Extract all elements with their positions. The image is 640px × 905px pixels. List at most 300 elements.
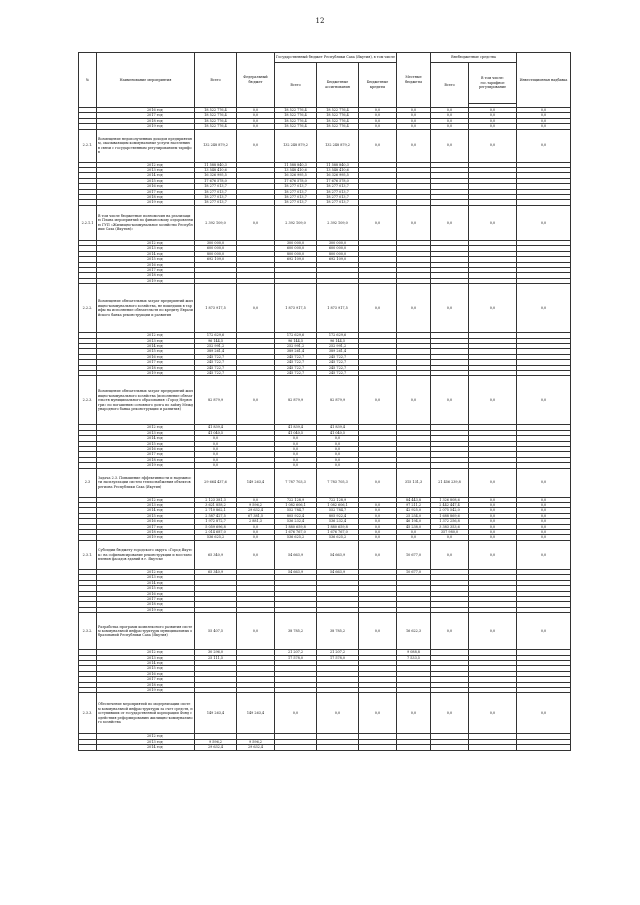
value-cell: 16 326 995,5: [317, 173, 359, 178]
row-number: 2.3.2.: [79, 613, 97, 650]
row-name: 2019 год: [97, 370, 195, 375]
value-cell: 0,0: [359, 513, 397, 518]
value-cell: 149 263,4: [195, 693, 237, 734]
value-cell: 0,0: [359, 693, 397, 734]
value-cell: 0,0: [517, 129, 571, 162]
row-name: 2013 год: [97, 430, 195, 435]
value-cell: 0,0: [517, 513, 571, 518]
value-cell: 46 194,0: [397, 519, 431, 524]
value-cell: 1 880 659,8: [317, 524, 359, 529]
value-cell: 82 879,9: [317, 376, 359, 425]
value-cell: 1 372 256,8: [431, 519, 469, 524]
value-cell: 2 392 109,0: [195, 205, 237, 240]
value-cell: 97 211,2: [397, 503, 431, 508]
value-cell: 18 277 013,7: [317, 195, 359, 200]
value-cell: 722 128,9: [275, 497, 317, 502]
value-cell: 132 248 879,2: [275, 129, 317, 162]
row-name: 2018 год: [97, 273, 195, 278]
row-name: 2017 год: [97, 596, 195, 601]
value-cell: [317, 745, 359, 750]
value-cell: 17 676 578,0: [195, 178, 237, 183]
value-cell: 0,0: [517, 508, 571, 513]
value-cell: 552 784,7: [317, 508, 359, 513]
header-name: Наименование мероприятия: [97, 53, 195, 108]
value-cell: 96 144,5: [195, 338, 237, 343]
value-cell: 389 261,4: [317, 349, 359, 354]
value-cell: 30 296,0: [195, 650, 237, 655]
value-cell: 0,0: [469, 468, 517, 497]
value-cell: 18 277 013,7: [275, 200, 317, 205]
row-name: Обеспечение мероприятий по модернизации систем коммунальной инфраструктуры за счет средств, поступивших от государственной корпорации Фонд содействия реформированию жилищно-коммунального хозяйства: [97, 693, 195, 734]
value-cell: 9 596,2: [237, 503, 275, 508]
row-name: 2019 год: [97, 200, 195, 205]
value-cell: 0,0: [397, 205, 431, 240]
value-cell: 0,0: [275, 693, 317, 734]
value-cell: 536 625,2: [275, 535, 317, 540]
value-cell: 315 131,3: [397, 468, 431, 497]
value-cell: 245 722,7: [275, 354, 317, 359]
value-cell: 389 261,4: [195, 349, 237, 354]
value-cell: 0,0: [469, 519, 517, 524]
value-cell: 96 144,5: [275, 338, 317, 343]
value-cell: 0,0: [359, 118, 397, 123]
value-cell: 0,0: [237, 113, 275, 118]
value-cell: 55 407,5: [195, 613, 237, 650]
value-cell: 0,0: [275, 463, 317, 468]
value-cell: 18 277 013,7: [195, 200, 237, 205]
value-cell: 18 277 013,7: [275, 189, 317, 194]
value-cell: 18 522 776,4: [195, 113, 237, 118]
value-cell: 300 000,0: [275, 240, 317, 245]
row-name: 2015 год: [97, 178, 195, 183]
value-cell: 2 392 109,0: [275, 205, 317, 240]
row-name: 2017 год: [97, 267, 195, 272]
value-cell: 0,0: [195, 463, 237, 468]
row-name: 2018 год: [97, 530, 195, 535]
value-cell: 0,0: [397, 535, 431, 540]
row-name: Возмещение обязательных затрат предприятий жилищно-коммунального хозяйства (исполнение обязательств муниципального образования «Город Нерюнгри» по погашению основного долга по займу Международного банка реконструкции и развития): [97, 376, 195, 425]
value-cell: 67 381,5: [237, 513, 275, 518]
row-name: 2012 год: [97, 240, 195, 245]
value-cell: 172 629,6: [275, 333, 317, 338]
page-number: 12: [315, 17, 325, 25]
value-cell: 0,0: [517, 530, 571, 535]
section-row: [79, 376, 571, 425]
header-federal: Федеральный бюджет: [237, 53, 275, 108]
value-cell: 0,0: [469, 503, 517, 508]
value-cell: 0,0: [359, 503, 397, 508]
value-cell: 0,0: [359, 108, 397, 113]
value-cell: 357 980,0: [431, 530, 469, 535]
value-cell: 18 522 776,4: [275, 113, 317, 118]
value-cell: 0,0: [359, 508, 397, 513]
value-cell: 149 263,4: [237, 468, 275, 497]
value-cell: 0,0: [317, 693, 359, 734]
value-cell: 0,0: [517, 613, 571, 650]
value-cell: 0,0: [359, 530, 397, 535]
budget-table: [78, 52, 571, 751]
value-cell: 65 340,9: [195, 540, 237, 569]
value-cell: 96 144,5: [317, 338, 359, 343]
value-cell: 16 326 995,5: [275, 173, 317, 178]
value-cell: 13 548 410,6: [317, 168, 359, 173]
value-cell: 2 014 687,0: [195, 530, 237, 535]
value-cell: 172 629,6: [195, 333, 237, 338]
table-header: [79, 53, 571, 108]
value-cell: 0,0: [397, 284, 431, 333]
row-name: 2014 год: [97, 508, 195, 513]
value-cell: 800 000,0: [317, 251, 359, 256]
value-cell: 2 587 427,5: [195, 513, 237, 518]
value-cell: 0,0: [359, 613, 397, 650]
section-row: [79, 613, 571, 650]
value-cell: 18 277 013,7: [275, 184, 317, 189]
row-name: 2018 год: [97, 365, 195, 370]
header-state-total: Всего: [275, 62, 317, 107]
value-cell: 1 082 606,1: [317, 503, 359, 508]
value-cell: 252 991,2: [275, 343, 317, 348]
row-name: 2017 год: [97, 524, 195, 529]
value-cell: [359, 745, 397, 750]
value-cell: 18 277 013,7: [317, 200, 359, 205]
value-cell: 9 088,8: [397, 650, 431, 655]
value-cell: 245 722,7: [275, 370, 317, 375]
value-cell: 38 785,2: [317, 613, 359, 650]
value-cell: 692 109,0: [275, 257, 317, 262]
value-cell: 0,0: [431, 693, 469, 734]
section-row: [79, 693, 571, 734]
value-cell: 0,0: [359, 113, 397, 118]
value-cell: 0,0: [469, 513, 517, 518]
value-cell: 42 925,0: [397, 508, 431, 513]
row-number: 2.3.1.: [79, 540, 97, 569]
value-cell: 800 000,0: [275, 251, 317, 256]
row-name: 2016 год: [97, 184, 195, 189]
value-cell: 2 442 447,4: [431, 503, 469, 508]
value-cell: 17 676 578,0: [275, 178, 317, 183]
row-name: 2014 год: [97, 251, 195, 256]
value-cell: 29 664 437,6: [195, 468, 237, 497]
value-cell: 1 880 659,8: [275, 524, 317, 529]
value-cell: 41 040,5: [195, 430, 237, 435]
value-cell: 0,0: [517, 118, 571, 123]
value-cell: 252 991,2: [195, 343, 237, 348]
row-name: 2015 год: [97, 257, 195, 262]
row-name: 2012 год: [97, 650, 195, 655]
row-number: 2.2.2.: [79, 284, 97, 333]
value-cell: 17 676 578,0: [317, 178, 359, 183]
value-cell: 0,0: [469, 540, 517, 569]
value-cell: 18 522 776,4: [275, 118, 317, 123]
value-cell: 0,0: [275, 436, 317, 441]
value-cell: 29 632,4: [237, 508, 275, 513]
value-cell: 0,0: [469, 129, 517, 162]
row-name: 2012 год: [97, 162, 195, 167]
value-cell: 2 123 381,3: [195, 497, 237, 502]
value-cell: 245 722,7: [317, 365, 359, 370]
row-name: 2012 год: [97, 333, 195, 338]
value-cell: 10 677,0: [397, 540, 431, 569]
value-cell: 0,0: [195, 457, 237, 462]
section-row: [79, 205, 571, 240]
header-state-cr: Бюджетные кредиты: [359, 62, 397, 107]
value-cell: 0,0: [359, 524, 397, 529]
row-name: 2015 год: [97, 513, 195, 518]
row-name: 2015 год: [97, 349, 195, 354]
value-cell: 1 082 606,1: [275, 503, 317, 508]
row-name: 2013 год: [97, 168, 195, 173]
value-cell: 0,0: [431, 113, 469, 118]
value-cell: 13 548 410,6: [275, 168, 317, 173]
section-row: [79, 284, 571, 333]
value-cell: 0,0: [237, 524, 275, 529]
value-cell: 0,0: [397, 118, 431, 123]
row-name: 2016 год: [97, 447, 195, 452]
value-cell: 0,0: [517, 108, 571, 113]
value-cell: 1 873 917,5: [317, 284, 359, 333]
value-cell: 0,0: [317, 457, 359, 462]
value-cell: 245 722,7: [195, 365, 237, 370]
value-cell: 245 722,7: [195, 360, 237, 365]
value-cell: 0,0: [317, 447, 359, 452]
value-cell: 0,0: [517, 540, 571, 569]
header-total: Всего: [195, 53, 237, 108]
value-cell: 82 879,9: [275, 376, 317, 425]
value-cell: 0,0: [317, 436, 359, 441]
value-cell: 7 787 703,3: [275, 468, 317, 497]
header-state: Государственный бюджет Республики Саха (Якутия), в том числе: [275, 53, 397, 63]
value-cell: 0,0: [469, 124, 517, 129]
value-cell: 7 533,5: [397, 655, 431, 660]
value-cell: 41 839,4: [275, 425, 317, 430]
row-name: 2017 год: [97, 189, 195, 194]
value-cell: 245 722,7: [195, 354, 237, 359]
row-name: 2013 год: [97, 338, 195, 343]
value-cell: 0,0: [517, 376, 571, 425]
value-cell: 21 207,2: [317, 650, 359, 655]
row-name: 2018 год: [97, 682, 195, 687]
value-cell: 552 784,7: [275, 508, 317, 513]
value-cell: 0,0: [469, 508, 517, 513]
value-cell: 18 277 013,7: [195, 195, 237, 200]
row-name: 2014 год: [97, 173, 195, 178]
value-cell: 245 722,7: [317, 360, 359, 365]
value-cell: 13 548 410,6: [195, 168, 237, 173]
value-cell: 1 972 872,7: [195, 519, 237, 524]
row-name: 2018 год: [97, 602, 195, 607]
row-number: 2.3.3.: [79, 693, 97, 734]
value-cell: 0,0: [517, 124, 571, 129]
value-cell: 0,0: [469, 118, 517, 123]
value-cell: 17 578,0: [275, 655, 317, 660]
value-cell: 2 392 109,0: [317, 205, 359, 240]
header-state-inv: Бюджетные ассигнования: [317, 62, 359, 107]
value-cell: 0,0: [397, 108, 431, 113]
row-number: 2.2.1.1: [79, 205, 97, 240]
value-cell: 1 873 917,5: [275, 284, 317, 333]
header-extra: Внебюджетные средства: [431, 53, 517, 63]
value-cell: 41 040,5: [275, 430, 317, 435]
value-cell: 0,0: [397, 129, 431, 162]
value-cell: 0,0: [237, 497, 275, 502]
section-row: [79, 540, 571, 569]
value-cell: 0,0: [359, 376, 397, 425]
value-cell: 18 522 776,4: [317, 113, 359, 118]
row-name: 2016 год: [97, 108, 195, 113]
row-name: Субсидии бюджету городского округа «Город Якутск» на софинансирование реконструкции и восстановления фасадов зданий в г. Якутске: [97, 540, 195, 569]
value-cell: 11 588 840,3: [195, 162, 237, 167]
value-cell: 536 625,2: [317, 535, 359, 540]
row-name: 2019 год: [97, 278, 195, 283]
value-cell: 0,0: [275, 447, 317, 452]
row-name: Возмещение обязательных затрат предприятий жилищно-коммунального хозяйства, не вошедших в тарифы на исполнение обязательств по кредиту Евразийского банка реконструкции и развития: [97, 284, 195, 333]
value-cell: 0,0: [359, 205, 397, 240]
value-cell: 0,0: [195, 452, 237, 457]
value-cell: 245 722,7: [195, 370, 237, 375]
row-name: 2017 год: [97, 360, 195, 365]
value-cell: 54 663,9: [317, 569, 359, 574]
header-num: №: [79, 53, 97, 108]
row-name: 2012 год: [97, 425, 195, 430]
row-name: 2018 год: [97, 195, 195, 200]
value-cell: 18 522 776,4: [195, 124, 237, 129]
value-cell: 18 277 013,7: [195, 184, 237, 189]
row-name: 2018 год: [97, 457, 195, 462]
value-cell: 600 000,0: [317, 246, 359, 251]
row-number: 2.2.1.: [79, 129, 97, 162]
value-cell: 0,0: [275, 441, 317, 446]
row-name: 2012 год: [97, 569, 195, 574]
row-number: 2.2.3.: [79, 376, 97, 425]
value-cell: 172 629,6: [317, 333, 359, 338]
value-cell: 0,0: [517, 205, 571, 240]
value-cell: 0,0: [275, 452, 317, 457]
row-name: 2015 год: [97, 586, 195, 591]
value-cell: 0,0: [469, 108, 517, 113]
value-cell: 805 922,4: [317, 513, 359, 518]
value-cell: 0,0: [469, 376, 517, 425]
value-cell: 805 922,4: [275, 513, 317, 518]
value-cell: 0,0: [237, 108, 275, 113]
value-cell: 18 277 013,7: [195, 189, 237, 194]
value-cell: 0,0: [237, 124, 275, 129]
value-cell: 0,0: [431, 284, 469, 333]
header-local: Местные бюджеты: [397, 53, 431, 108]
value-cell: 54 663,9: [275, 569, 317, 574]
value-cell: 1 873 917,5: [195, 284, 237, 333]
value-cell: 7 783 705,3: [317, 468, 359, 497]
value-cell: 245 722,7: [275, 360, 317, 365]
value-cell: 692 109,0: [195, 257, 237, 262]
row-name: 2016 год: [97, 519, 195, 524]
row-number: 2.3: [79, 468, 97, 497]
value-cell: 0,0: [469, 524, 517, 529]
value-cell: 536 232,4: [275, 519, 317, 524]
row-name: 2014 год: [97, 745, 195, 750]
value-cell: 0,0: [317, 463, 359, 468]
row-name: 2013 год: [97, 575, 195, 580]
value-cell: 18 522 776,4: [195, 108, 237, 113]
value-cell: 18 522 776,4: [317, 118, 359, 123]
value-cell: 82 879,9: [195, 376, 237, 425]
value-cell: 132 248 879,2: [317, 129, 359, 162]
value-cell: 0,0: [431, 108, 469, 113]
value-cell: 1 676 767,0: [317, 530, 359, 535]
row-name: 2014 год: [97, 660, 195, 665]
value-cell: 54 663,9: [275, 540, 317, 569]
value-cell: 45 238,0: [397, 524, 431, 529]
row-name: 2015 год: [97, 441, 195, 446]
value-cell: 0,0: [431, 613, 469, 650]
value-cell: 18 522 776,4: [317, 124, 359, 129]
value-cell: 9 596,2: [195, 739, 237, 744]
row-number: [79, 745, 97, 750]
value-cell: 0,0: [237, 284, 275, 333]
value-cell: 0,0: [469, 613, 517, 650]
value-cell: 600 000,0: [195, 246, 237, 251]
value-cell: 0,0: [195, 436, 237, 441]
header-extra-sub: В том числе: гос.тарифное регулирование: [469, 62, 517, 103]
value-cell: 0,0: [431, 129, 469, 162]
value-cell: 5 059 696,8: [195, 524, 237, 529]
row-name: Задача 2.3. Повышение эффективности и надежности эксплуатации систем теплоснабжения объектов региона Республики Саха (Якутия): [97, 468, 195, 497]
value-cell: 1 688 869,6: [431, 513, 469, 518]
value-cell: 0,0: [275, 457, 317, 462]
row-name: 2019 год: [97, 687, 195, 692]
value-cell: 29 632,4: [237, 745, 275, 750]
value-cell: 11 588 840,3: [275, 162, 317, 167]
value-cell: 600 000,0: [275, 246, 317, 251]
value-cell: 18 277 013,7: [275, 195, 317, 200]
row-name: 2014 год: [97, 343, 195, 348]
value-cell: 41 839,4: [195, 425, 237, 430]
value-cell: 245 722,7: [317, 370, 359, 375]
value-cell: 2 710 862,1: [195, 508, 237, 513]
value-cell: 0,0: [317, 441, 359, 446]
row-name: 2016 год: [97, 591, 195, 596]
value-cell: 300 000,0: [195, 240, 237, 245]
value-cell: 0,0: [237, 205, 275, 240]
row-name: 2018 год: [97, 118, 195, 123]
header-invest: Инвестиционная надбавка: [517, 53, 571, 108]
value-cell: 0,0: [469, 535, 517, 540]
value-cell: 0,0: [195, 447, 237, 452]
value-cell: 692 109,0: [317, 257, 359, 262]
value-cell: [431, 745, 469, 750]
value-cell: 0,0: [431, 124, 469, 129]
row-name: Возмещение недополученных доходов предприятиям, оказывающим коммунальные услуги населению в связи с государственным регулированием тарифов: [97, 129, 195, 162]
value-cell: 0,0: [359, 468, 397, 497]
value-cell: 9 596,2: [237, 739, 275, 744]
row-name: 2017 год: [97, 113, 195, 118]
value-cell: 132 248 879,2: [195, 129, 237, 162]
value-cell: 0,0: [237, 118, 275, 123]
row-name: 2012 год: [97, 497, 195, 502]
value-cell: 536 625,2: [195, 535, 237, 540]
value-cell: 0,0: [397, 124, 431, 129]
value-cell: 18 522 776,4: [275, 108, 317, 113]
row-name: 2013 год: [97, 503, 195, 508]
value-cell: 245 722,7: [317, 354, 359, 359]
value-cell: 0,0: [517, 503, 571, 508]
header-extra-total: Всего: [431, 62, 469, 107]
value-cell: 18 277 013,7: [317, 184, 359, 189]
row-name: 2016 год: [97, 262, 195, 267]
value-cell: 0,0: [237, 535, 275, 540]
value-cell: 0,0: [431, 540, 469, 569]
value-cell: 0,0: [469, 693, 517, 734]
value-cell: 722 128,9: [317, 497, 359, 502]
